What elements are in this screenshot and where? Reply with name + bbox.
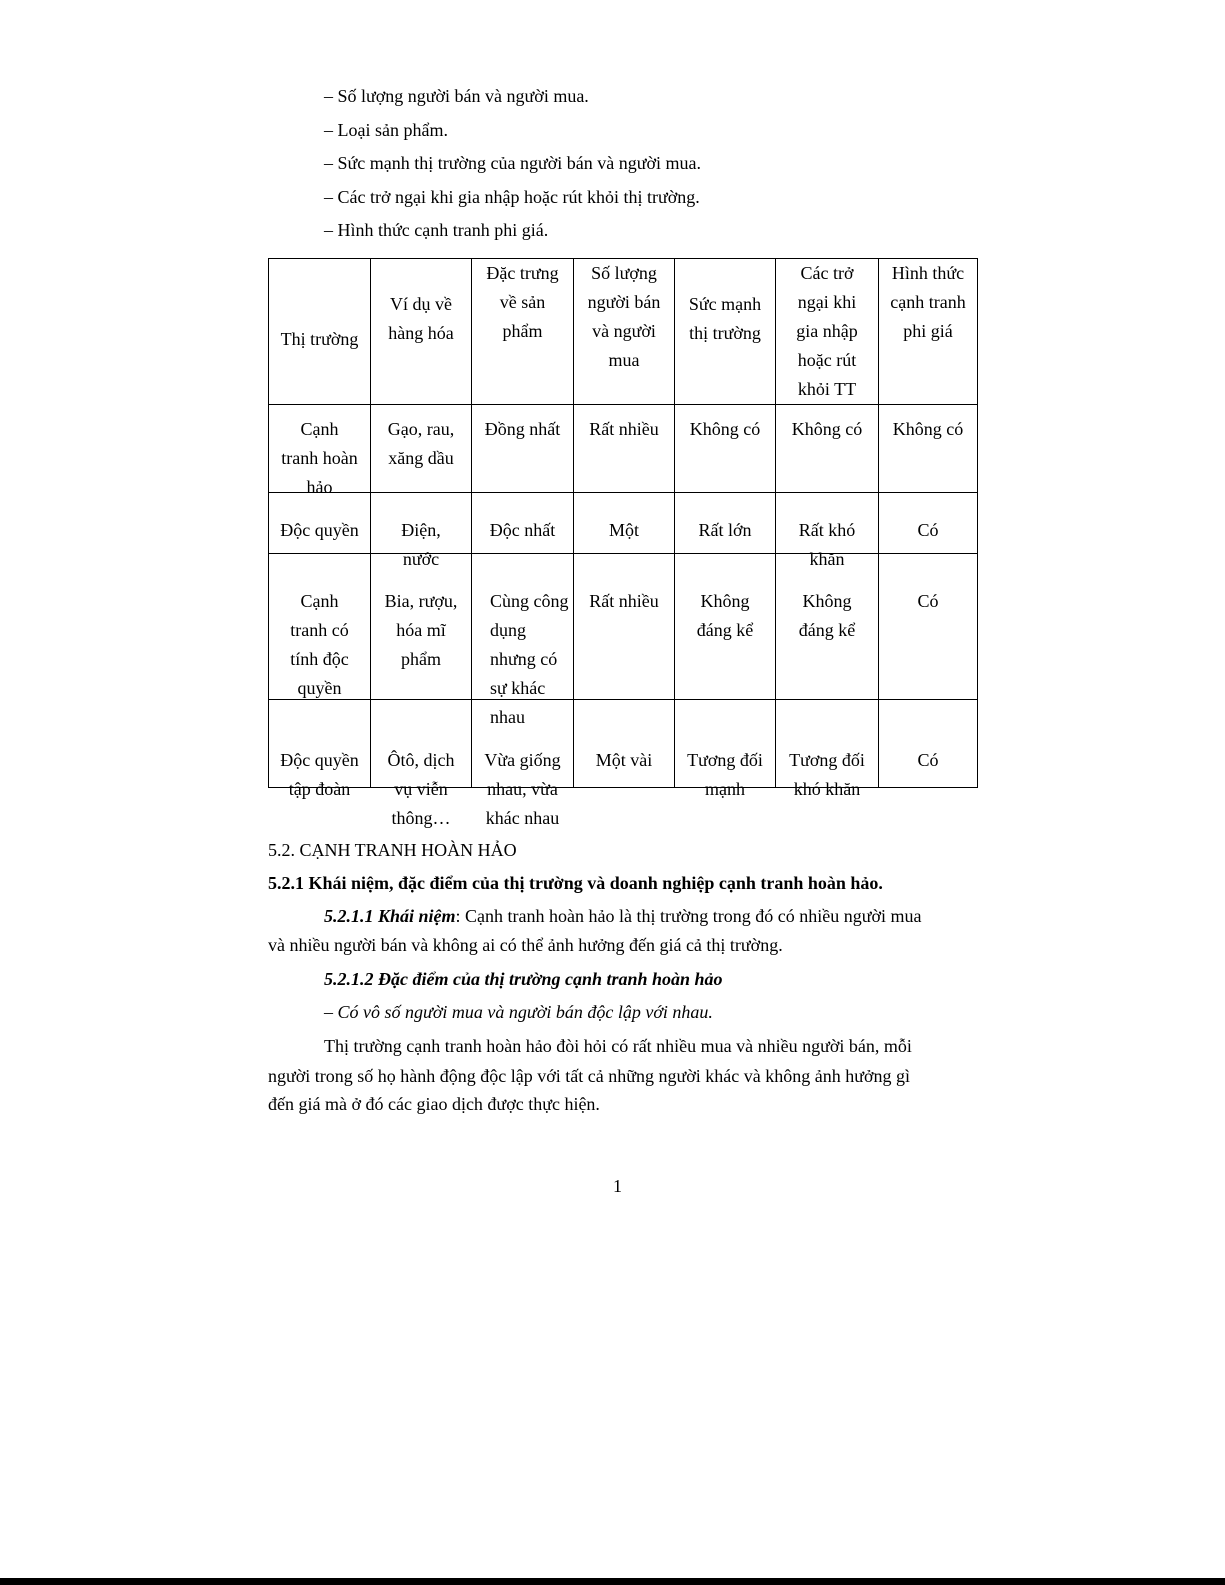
bullet-item: – Sức mạnh thị trường của người bán và người mua. xyxy=(324,153,702,173)
bottom-border xyxy=(0,1578,1225,1585)
header-cell: Số lượng người bán và người mua xyxy=(574,259,675,405)
table-cell: Có xyxy=(879,700,978,788)
table-cell: Ôtô, dịch vụ viễn thông… xyxy=(371,700,472,788)
table-cell: Tương đối khó khăn xyxy=(776,700,879,788)
concept-label: 5.2.1.1 Khái niệm xyxy=(324,906,456,926)
header-cell: Thị trường xyxy=(269,259,371,405)
table-cell: Không đáng kể xyxy=(776,554,879,700)
paragraph-line: đến giá mà ở đó các giao dịch được thực hiện. xyxy=(268,1094,600,1114)
table-row xyxy=(269,405,978,493)
header-cell: Hình thức cạnh tranh phi giá xyxy=(879,259,978,405)
table-cell: Có xyxy=(879,554,978,700)
bullet-item: – Các trở ngại khi gia nhập hoặc rút khỏi thị trường. xyxy=(324,186,700,207)
table-header-row xyxy=(269,259,978,405)
table-cell: Không đáng kể xyxy=(675,554,776,700)
concept-line xyxy=(324,903,922,929)
features-title: 5.2.1.2 Đặc điểm của thị trường cạnh tranh hoàn hảo xyxy=(324,969,723,989)
table-cell: Đồng nhất xyxy=(472,405,574,493)
header-cell: Ví dụ về hàng hóa xyxy=(371,259,472,405)
bullet-list xyxy=(324,83,701,251)
header-cell: Các trở ngại khi gia nhập hoặc rút khỏi TT xyxy=(776,259,879,405)
table-cell: Bia, rượu, hóa mĩ phẩm xyxy=(371,554,472,700)
paragraph-line: Thị trường cạnh tranh hoàn hảo đòi hỏi có rất nhiều mua và nhiều người bán, mỗi xyxy=(324,1036,912,1056)
section-title: 5.2. CẠNH TRANH HOÀN HẢO xyxy=(268,840,517,860)
bullet-item: – Hình thức cạnh tranh phi giá. xyxy=(324,220,549,240)
page-number: 1 xyxy=(613,1176,622,1196)
table-cell: Rất nhiều xyxy=(574,405,675,493)
concept-text: : Cạnh tranh hoàn hảo là thị trường trong đó có nhiều người mua xyxy=(455,906,922,926)
table-cell: Độc quyền xyxy=(269,493,371,554)
table-cell: Độc nhất xyxy=(472,493,574,554)
header-cell: Sức mạnh thị trường xyxy=(675,259,776,405)
table-cell: Có xyxy=(879,493,978,554)
table-cell: Tương đối mạnh xyxy=(675,700,776,788)
table-cell: Cạnh tranh hoàn hảo xyxy=(269,405,371,493)
market-structure-table xyxy=(268,258,978,828)
table-cell: Rất lớn xyxy=(675,493,776,554)
header-cell: Đặc trưng về sản phẩm xyxy=(472,259,574,405)
table-cell: Độc quyền tập đoàn xyxy=(269,700,371,788)
table-cell: Gạo, rau, xăng dầu xyxy=(371,405,472,493)
table-row xyxy=(269,493,978,554)
table-cell: Rất khó khăn xyxy=(776,493,879,554)
table-row xyxy=(269,554,978,700)
bullet-item: – Số lượng người bán và người mua. xyxy=(324,86,589,106)
paragraph-line: người trong số họ hành động độc lập với tất cả những người khác và không ảnh hưởng gì xyxy=(268,1066,910,1086)
table-row xyxy=(269,700,978,788)
table-cell: Không có xyxy=(675,405,776,493)
table-cell: Rất nhiều xyxy=(574,554,675,700)
table-cell: Điện, nước xyxy=(371,493,472,554)
concept-continuation: và nhiều người bán và không ai có thể ảnh hưởng đến giá cả thị trường. xyxy=(268,935,783,955)
table-cell: Một xyxy=(574,493,675,554)
table-cell: Một vài xyxy=(574,700,675,788)
bullet-item: – Loại sản phẩm. xyxy=(324,119,448,140)
table-cell: Cùng công dụng nhưng có sự khác nhau xyxy=(472,554,574,700)
subsection-title: 5.2.1 Khái niệm, đặc điểm của thị trường và doanh nghiệp cạnh tranh hoàn hảo. xyxy=(268,873,883,893)
table-cell: Không có xyxy=(879,405,978,493)
table-cell: Cạnh tranh có tính độc quyền xyxy=(269,554,371,700)
table-cell: Không có xyxy=(776,405,879,493)
table-cell: Vừa giống nhau, vừa khác nhau xyxy=(472,700,574,788)
feature-item: – Có vô số người mua và người bán độc lập với nhau. xyxy=(324,1002,713,1022)
